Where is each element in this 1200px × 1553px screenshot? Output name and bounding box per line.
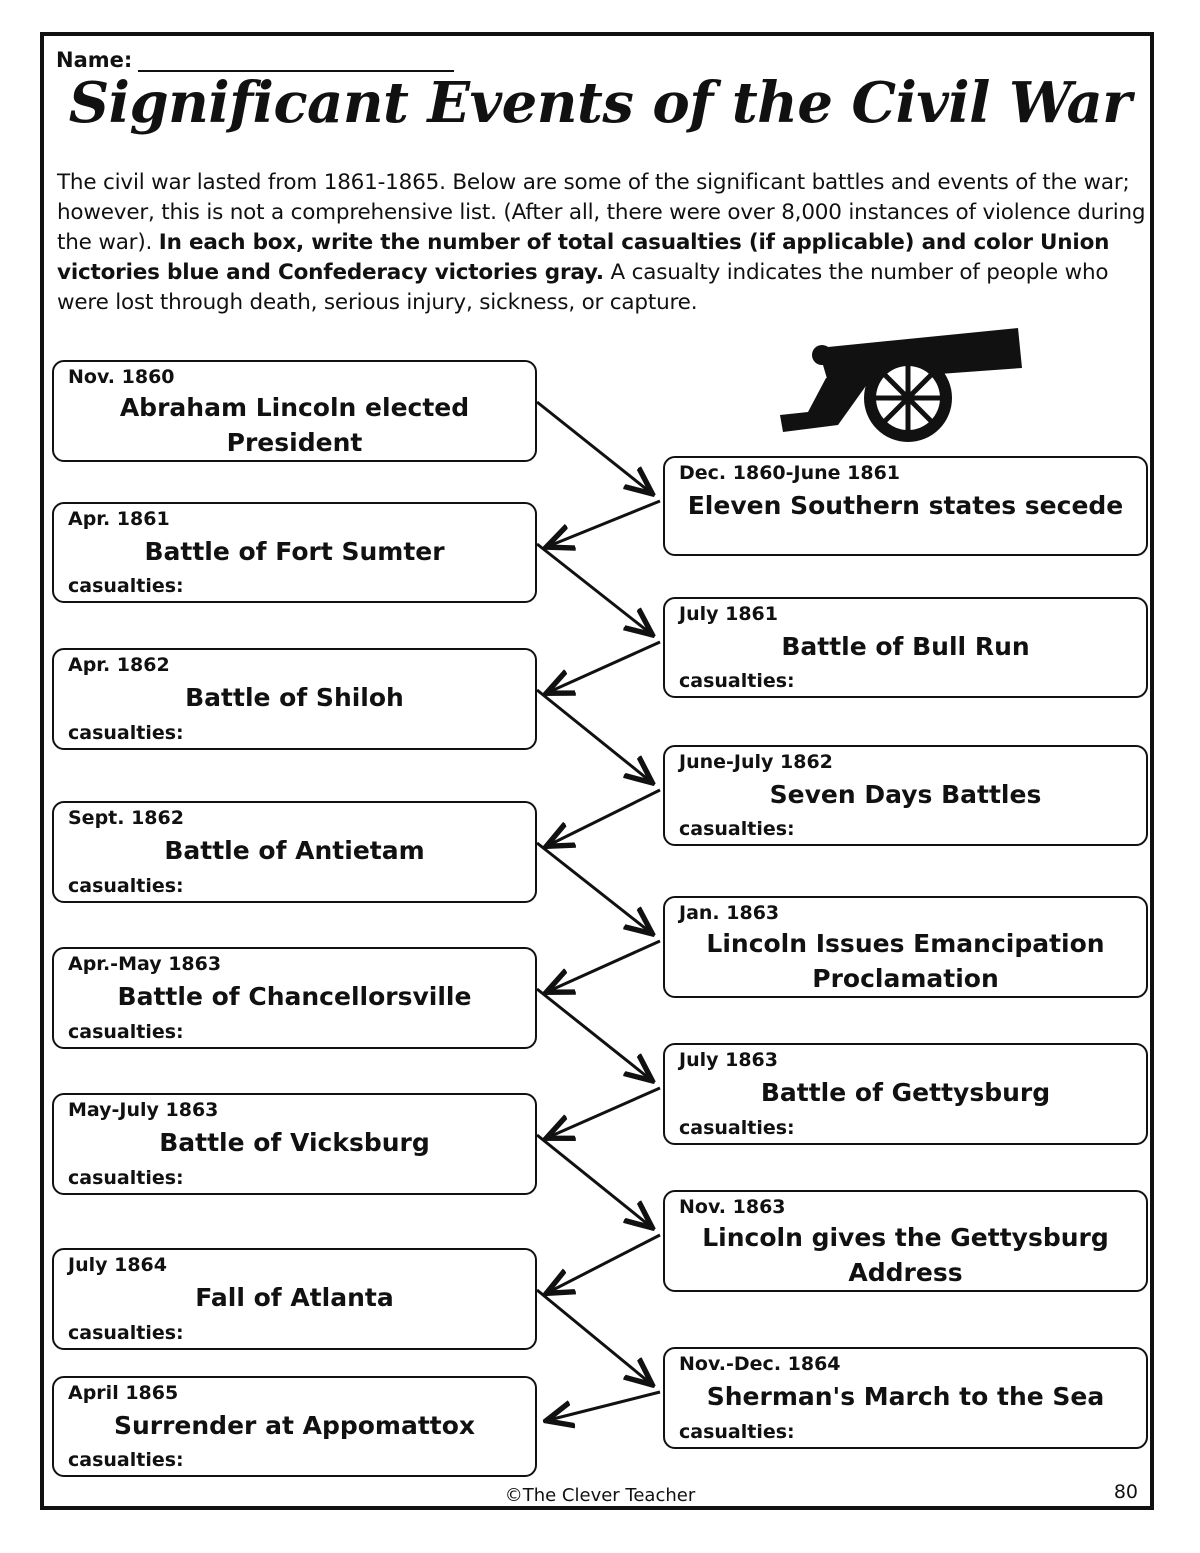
casualties-label[interactable]: casualties: [68,722,184,744]
casualties-label[interactable]: casualties: [68,875,184,897]
event-box [52,502,537,603]
name-label: Name: [56,48,133,72]
event-title: Seven Days Battles [769,780,1042,809]
event-title: Sherman's March to the Sea [706,1382,1105,1411]
casualties-label[interactable]: casualties: [68,1021,184,1043]
event-title: Address [848,1258,963,1287]
event-title: Abraham Lincoln elected [119,393,470,422]
timeline-arrow [549,790,660,845]
event-title: Proclamation [812,964,999,993]
event-title: Battle of Gettysburg [760,1078,1051,1107]
event-box [663,896,1148,998]
event-date: Nov. 1860 [68,366,175,388]
event-box [52,360,537,462]
event-date: July 1863 [679,1049,778,1071]
event-title: Battle of Fort Sumter [144,537,445,566]
page-title: Significant Events of the Civil War [68,70,1132,136]
timeline-arrow [537,544,650,633]
page-number: 80 [1113,1481,1138,1503]
timeline-arrow [537,690,650,781]
timeline-arrow [549,1235,660,1292]
event-title: Battle of Chancellorsville [117,982,472,1011]
event-box [52,648,537,750]
event-box [52,947,537,1049]
event-date: July 1861 [679,603,778,625]
event-date: Apr.-May 1863 [68,953,222,975]
timeline-arrow [537,402,650,492]
casualties-label[interactable]: casualties: [679,818,795,840]
timeline-arrow [537,1135,650,1226]
timeline-arrow [549,501,660,546]
timeline-arrow [537,1290,650,1383]
casualties-label[interactable]: casualties: [679,1117,795,1139]
intro-text-1: The civil war lasted from 1861-1865. Below are some of the significant battles and events of the war; however, this is not a comprehensive list. (After all, there were over 8,000 instances of violence during the war). [57,170,1146,255]
event-date: June-July 1862 [679,751,833,773]
timeline-arrow [549,642,660,692]
event-title: Lincoln gives the Gettysburg [702,1223,1109,1252]
event-date: Nov. 1863 [679,1196,786,1218]
event-date: May-July 1863 [68,1099,219,1121]
intro-instructions: In each box, write the number of total casualties (if applicable) and color Union victories blue and Confederacy victories gray. [57,230,1110,285]
event-box [52,801,537,903]
casualties-label[interactable]: casualties: [679,1421,795,1443]
casualties-label[interactable]: casualties: [68,1167,184,1189]
event-title: Battle of Antietam [164,836,425,865]
event-date: Sept. 1862 [68,807,184,829]
event-title: Battle of Bull Run [781,632,1030,661]
event-box [663,456,1148,556]
event-box [663,745,1148,846]
event-date: Apr. 1861 [68,508,170,530]
event-date: Nov.-Dec. 1864 [679,1353,841,1375]
casualties-label[interactable]: casualties: [68,1322,184,1344]
event-date: Dec. 1860-June 1861 [679,462,901,484]
event-title: Surrender at Appomattox [113,1411,476,1440]
event-title: Battle of Shiloh [185,683,404,712]
intro-text-2: A casualty indicates the number of people who were lost through death, serious injury, sickness, or capture. [57,260,1109,315]
casualties-label[interactable]: casualties: [68,575,184,597]
event-box [663,1190,1148,1292]
event-title: Eleven Southern states secede [687,491,1124,520]
event-box [52,1376,537,1477]
timeline-arrow [537,989,650,1079]
event-date: Apr. 1862 [68,654,170,676]
event-box [663,597,1148,698]
timeline-arrow [537,843,650,932]
event-date: Jan. 1863 [679,902,780,924]
timeline-arrow [549,941,660,991]
event-title: President [226,428,363,457]
timeline-arrow [549,1392,660,1420]
casualties-label[interactable]: casualties: [68,1449,184,1471]
event-date: April 1865 [68,1382,179,1404]
event-box [52,1248,537,1350]
event-box [663,1043,1148,1145]
event-title: Battle of Vicksburg [159,1128,430,1157]
event-title: Lincoln Issues Emancipation [706,929,1105,958]
event-date: July 1864 [68,1254,167,1276]
footer-credit: ©The Clever Teacher [504,1485,696,1506]
event-box [52,1093,537,1195]
event-title: Fall of Atlanta [195,1283,394,1312]
timeline-arrow [549,1088,660,1137]
event-box [663,1347,1148,1449]
casualties-label[interactable]: casualties: [679,670,795,692]
